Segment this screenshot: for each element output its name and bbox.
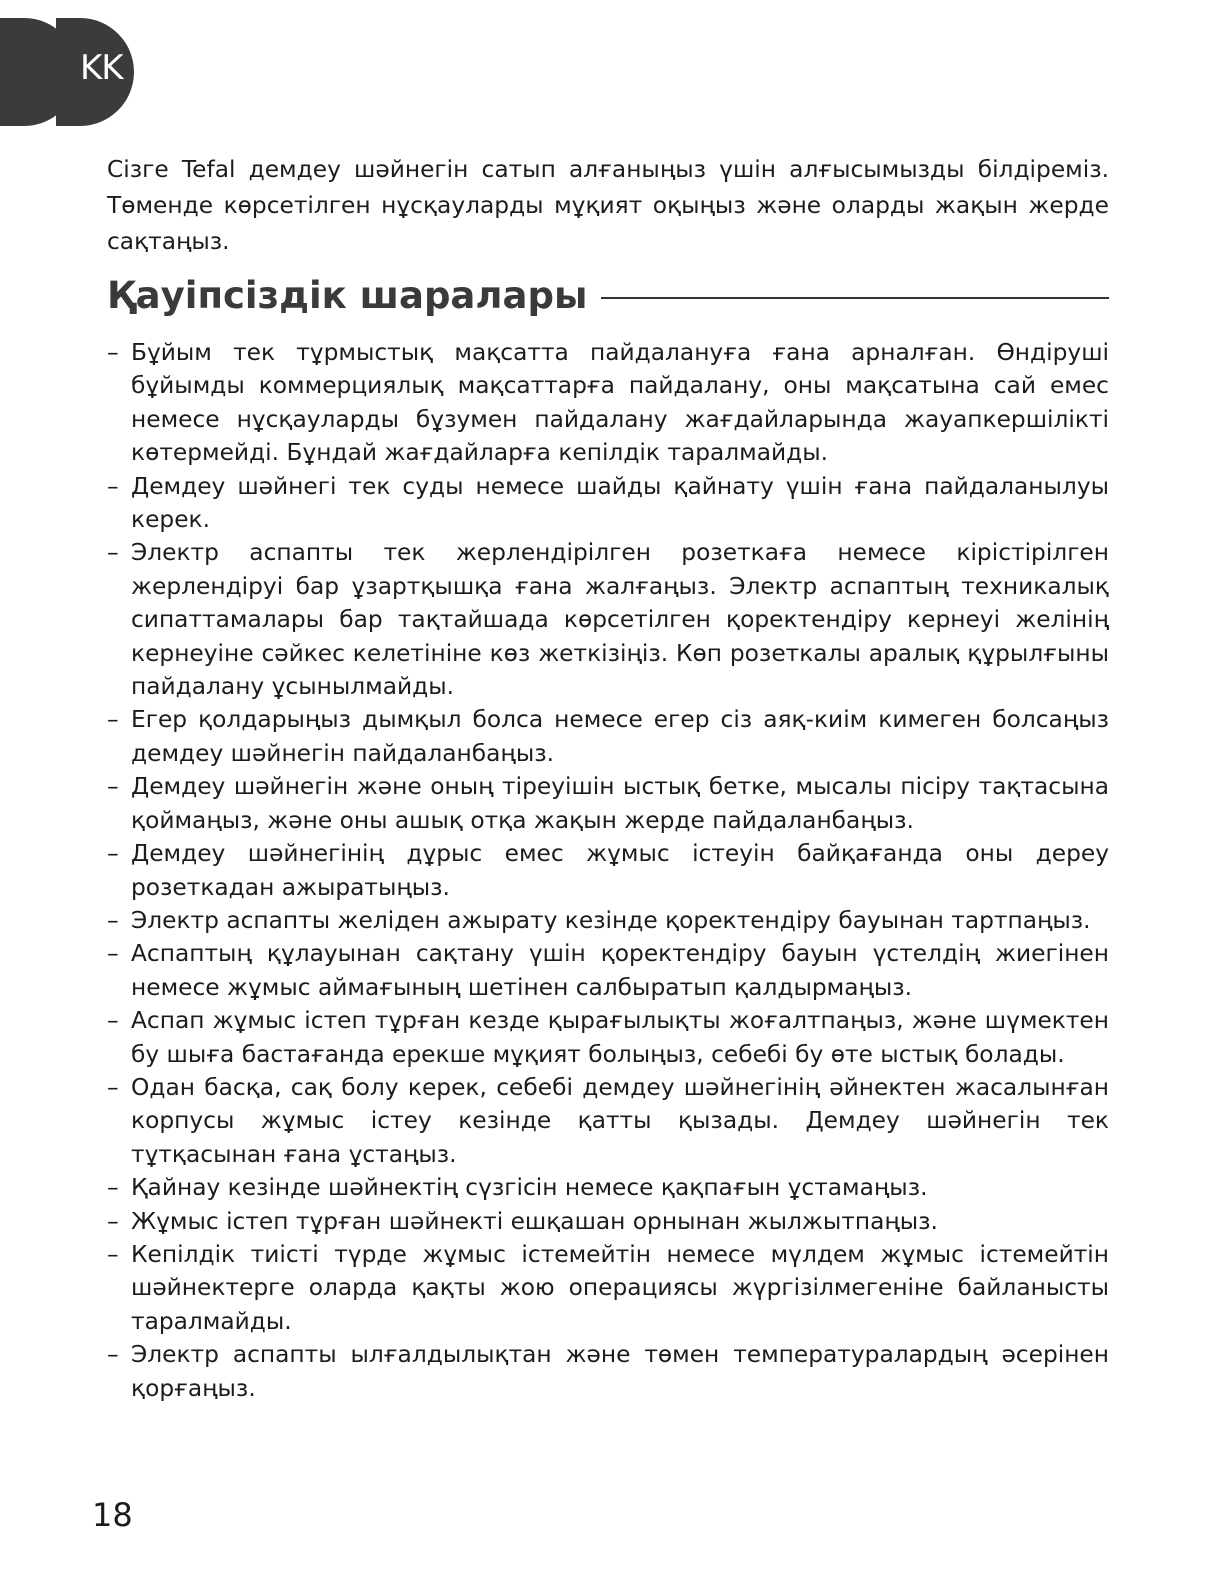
- list-item-text: Аспаптың құлауынан сақтану үшін қоректендіру бауын үстелдің жиегінен немесе жұмыс аймағының шетінен салбыратып қалдырмаңыз.: [131, 940, 1109, 1001]
- list-item: [107, 1004, 1109, 1071]
- list-dash: –: [107, 1341, 119, 1369]
- intro-paragraph: Сізге Tefal демдеу шәйнегін сатып алғаныңыз үшін алғысымызды білдіреміз. Төменде көрсетілген нұсқауларды мұқият оқыңыз және оларды жақын жерде сақтаңыз.: [107, 156, 1109, 255]
- list-dash: –: [107, 1174, 119, 1202]
- list-dash: –: [107, 840, 119, 868]
- list-dash: –: [107, 539, 119, 567]
- section-title: Қауіпсіздік шаралары: [107, 274, 588, 317]
- list-item-text: Электр аспапты тек жерлендірілген розеткаға немесе кірістірілген жерлендіруі бар ұзартқышқа ғана жалғаңыз. Электр аспаптың техникалық сипаттамалары бар тақтайшада көрсетілген қоректендіру кернеуі желінің кернеуіне сәйкес келетініне көз жеткізіңіз. Көп розеткалы аралық құрылғыны пайдалану ұсынылмайды.: [131, 539, 1109, 701]
- section-heading: [107, 272, 1109, 320]
- list-dash: –: [107, 706, 119, 734]
- list-item-text: Демдеу шәйнегінің дұрыс емес жұмыс істеуін байқағанда оны дереу розеткадан ажыратыңыз.: [131, 840, 1109, 901]
- list-item: [107, 536, 1109, 703]
- list-item: [107, 1171, 1109, 1204]
- list-item: [107, 470, 1109, 537]
- list-item-text: Қайнау кезінде шәйнектің сүзгісін немесе қақпағын ұстамаңыз.: [131, 1174, 928, 1202]
- list-item-text: Аспап жұмыс істеп тұрған кезде қырағылықты жоғалтпаңыз, және шүмектен бу шыға бастағанда ерекше мұқият болыңыз, себебі бу өте ыстық болады.: [131, 1007, 1109, 1068]
- list-item: [107, 1071, 1109, 1171]
- page-content: [107, 152, 1109, 1405]
- list-dash: –: [107, 339, 119, 366]
- list-item-text: Одан басқа, сақ болу керек, себебі демдеу шәйнегінің әйнектен жасалынған корпусы жұмыс істеу кезінде қатты қызады. Демдеу шәйнегін тек тұтқасынан ғана ұстаңыз.: [131, 1073, 1109, 1168]
- list-item-text: Жұмыс істеп тұрған шәйнекті ешқашан орнынан жылжытпаңыз.: [131, 1207, 938, 1235]
- list-item-text: Кепілдік тиісті түрде жұмыс істемейтін немесе мүлдем жұмыс істемейтін шәйнектерге оларда қақты жою операциясы жүргізілмегеніне байланысты таралмайды.: [131, 1240, 1109, 1335]
- list-item: [107, 1205, 1109, 1238]
- list-dash: –: [107, 906, 119, 934]
- list-item: [107, 770, 1109, 837]
- list-dash: –: [107, 1073, 119, 1101]
- list-item: [107, 904, 1109, 937]
- language-code: KK: [80, 48, 123, 88]
- list-item-text: Электр аспапты желіден ажырату кезінде қоректендіру бауынан тартпаңыз.: [131, 906, 1091, 934]
- safety-list: [107, 336, 1109, 1405]
- list-dash: –: [107, 940, 119, 968]
- list-item-text: Демдеу шәйнегін және оның тіреуішін ыстық бетке, мысалы пісіру тақтасына қоймаңыз, және оны ашық отқа жақын жерде пайдаланбаңыз.: [131, 773, 1109, 834]
- list-item-text: Бұйым тек тұрмыстық мақсатта пайдалануға ғана арналған. Өндіруші бұйымды коммерциялық мақсаттарға пайдалану, оны мақсатына сай емес немесе нұсқауларды бұзумен пайдалану жағдайларында жауапкершілікті көтермейді. Бұндай жағдайларға кепілдік таралмайды.: [131, 339, 1109, 467]
- list-dash: –: [107, 472, 119, 500]
- list-item: [107, 837, 1109, 904]
- list-dash: –: [107, 1240, 119, 1268]
- list-dash: –: [107, 1007, 119, 1035]
- list-item-text: Электр аспапты ылғалдылықтан және төмен температуралардың әсерінен қорғаңыз.: [131, 1341, 1109, 1402]
- list-item: [107, 336, 1109, 470]
- list-dash: –: [107, 1207, 119, 1235]
- list-dash: –: [107, 773, 119, 801]
- list-item-text: Егер қолдарыңыз дымқыл болса немесе егер сіз аяқ-киім кимеген болсаңыз демдеу шәйнегін пайдаланбаңыз.: [131, 706, 1109, 767]
- list-item: [107, 1338, 1109, 1405]
- list-item: [107, 703, 1109, 770]
- list-item: [107, 1238, 1109, 1338]
- list-item-text: Демдеу шәйнегі тек суды немесе шайды қайнату үшін ғана пайдаланылуы керек.: [131, 472, 1109, 534]
- page-number: 18: [92, 1496, 133, 1534]
- list-item: [107, 937, 1109, 1004]
- section-rule: [601, 297, 1109, 299]
